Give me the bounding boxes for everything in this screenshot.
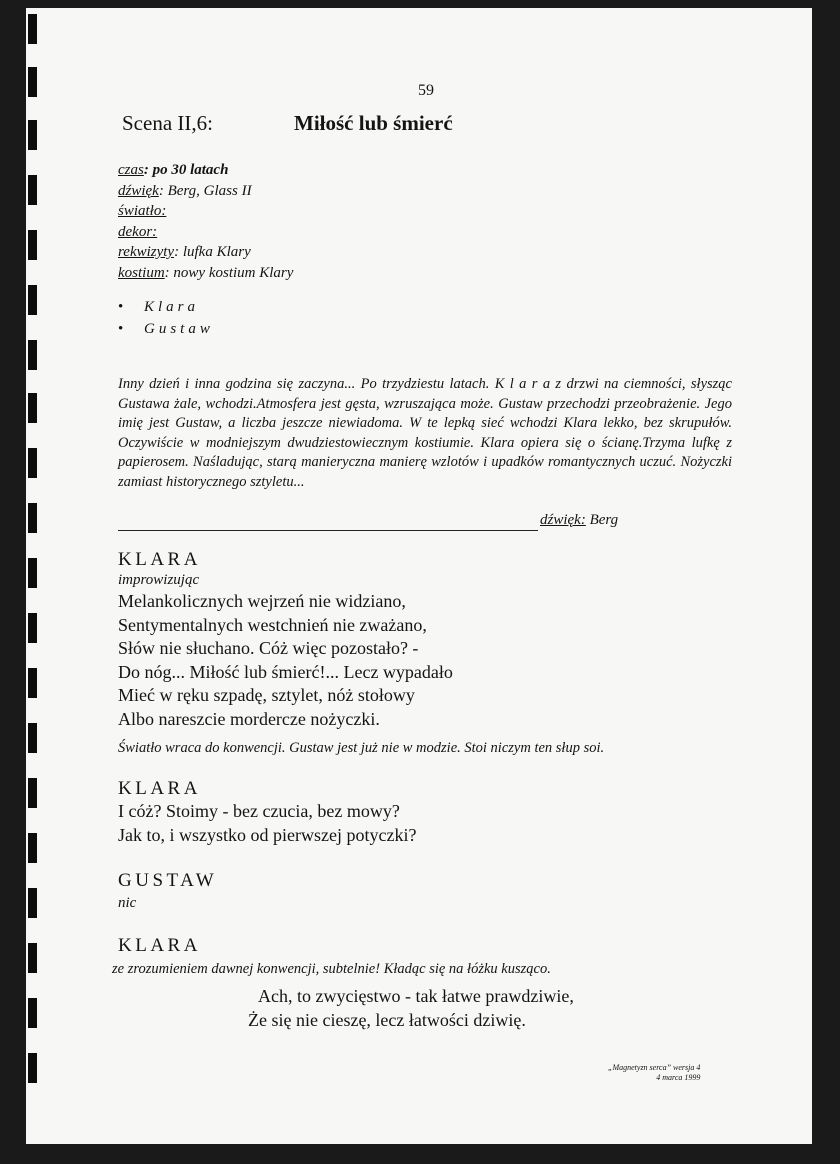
meta-kostium-label: kostium	[118, 264, 165, 281]
scene-metadata	[118, 160, 293, 283]
bullet-icon: •	[118, 299, 124, 315]
binder-hole	[28, 668, 37, 698]
character-list	[118, 296, 214, 340]
verse-lines	[118, 800, 416, 847]
stage-direction: improwizując	[118, 572, 200, 588]
binder-hole	[28, 175, 37, 205]
binder-hole	[28, 340, 37, 370]
dialogue-block	[118, 778, 416, 847]
dialogue-block	[118, 870, 217, 912]
dialogue-block	[118, 935, 201, 957]
meta-kostium-value: : nowy kostium Klary	[164, 264, 294, 281]
scene-label: Scena II,6:	[122, 111, 213, 135]
binder-hole	[28, 503, 37, 533]
scene-description: Inny dzień i inna godzina się zaczyna... Po trzydziestu latach. K l a r a z drzwi na ciemności, słysząc Gustawa żale, wchodzi.Atmosfera jest gęsta, wzruszająca może. Gustaw przechodzi przeobrażenie. Jego imię jest Gustaw, a liczba jeszcze niewiadoma. W te lepką sieć wchodzi Klara lekko, bez skrupułów. Oczywiście w modniejszym dwudziestowiecznym kostiumie. Klara opiera się o ścianę.Trzyma lufkę z papierosem. Naśladując, starą manieryczna manierę wzlotów i upadków romantycznych uczuć. Nożyczki zamiast historycznego sztyletu...	[118, 376, 732, 490]
meta-swiatlo-label: światło:	[118, 203, 167, 219]
meta-czas-label: czas	[118, 162, 144, 178]
meta-swiatlo	[118, 201, 293, 222]
verse-line: Albo nareszcie mordercze nożyczki.	[118, 708, 380, 729]
sound-cue-value: Berg	[585, 512, 619, 528]
verse-lines	[248, 984, 574, 1032]
sound-cue-label: dźwięk:	[540, 512, 586, 528]
verse-line: Melankolicznych wejrzeń nie widziano,	[118, 591, 406, 611]
page-number: 59	[418, 82, 434, 99]
character-name: Klara	[144, 299, 200, 315]
dialogue-block	[118, 549, 453, 731]
binder-hole	[28, 230, 37, 260]
binder-hole	[28, 833, 37, 863]
meta-rekwizyty-label: rekwizyty	[118, 244, 175, 260]
stage-direction: nic	[118, 895, 137, 911]
verse-line: Ach, to zwycięstwo - tak łatwe prawdziwie,	[258, 986, 574, 1006]
verse-lines	[118, 590, 453, 731]
binder-hole	[28, 778, 37, 808]
meta-czas-value: : po 30 latach	[143, 162, 229, 178]
binder-hole	[28, 14, 37, 44]
binder-hole	[28, 120, 37, 150]
binder-hole	[28, 448, 37, 478]
speaker-name: KLARA	[118, 935, 201, 956]
binder-hole	[28, 888, 37, 918]
character-item	[118, 296, 214, 318]
speaker-name: KLARA	[118, 778, 201, 799]
verse-line: Że się nie cieszę, lecz łatwości dziwię.	[248, 1010, 526, 1030]
verse-line: I cóż? Stoimy - bez czucia, bez mowy?	[118, 801, 400, 821]
binder-hole	[28, 558, 37, 588]
binder-hole	[28, 393, 37, 423]
verse-line: Do nóg... Miłość lub śmierć!... Lecz wypadało	[118, 661, 453, 682]
scanned-page	[26, 8, 812, 1144]
footer-line: 4 marca 1999	[656, 1073, 701, 1082]
sound-cue	[540, 512, 618, 529]
footer-note	[608, 1063, 700, 1083]
speaker-name: KLARA	[118, 549, 201, 570]
meta-dzwiek	[118, 181, 293, 202]
meta-dzwiek-value: : Berg, Glass II	[158, 182, 252, 199]
meta-kostium	[118, 263, 293, 284]
meta-dekor	[118, 222, 293, 243]
speaker-name: GUSTAW	[118, 870, 218, 891]
binder-holes	[0, 0, 40, 1164]
meta-rekwizyty-value: : lufka Klary	[174, 244, 251, 260]
binder-hole	[28, 67, 37, 97]
footer-line: „Magnetyzn serca” wersja 4	[608, 1063, 701, 1072]
binder-hole	[28, 998, 37, 1028]
stage-direction: ze zrozumieniem dawnej konwencji, subtelnie! Kładąc się na łóżku kusząco.	[112, 961, 551, 977]
meta-czas	[118, 160, 293, 181]
binder-hole	[28, 723, 37, 753]
character-item	[118, 318, 214, 340]
bullet-icon: •	[118, 321, 124, 337]
binder-hole	[28, 613, 37, 643]
meta-rekwizyty	[118, 242, 293, 263]
meta-dekor-label: dekor:	[118, 223, 158, 240]
stage-direction: Światło wraca do konwencji. Gustaw jest już nie w modzie. Stoi niczym ten słup soi.	[118, 740, 605, 756]
binder-hole	[28, 285, 37, 315]
verse-line: Jak to, i wszystko od pierwszej potyczki?	[118, 824, 417, 845]
character-name: Gustaw	[144, 321, 214, 337]
verse-line: Mieć w ręku szpadę, sztylet, nóż stołowy	[118, 685, 415, 705]
binder-hole	[28, 943, 37, 973]
verse-line: Sentymentalnych westchnień nie zważano,	[118, 614, 427, 635]
horizontal-rule	[118, 530, 538, 531]
verse-line: Słów nie słuchano. Cóż więc pozostało? -	[118, 638, 419, 658]
binder-hole	[28, 1053, 37, 1083]
scene-title: Miłość lub śmierć	[294, 111, 453, 135]
meta-dzwiek-label: dźwięk	[118, 182, 159, 199]
